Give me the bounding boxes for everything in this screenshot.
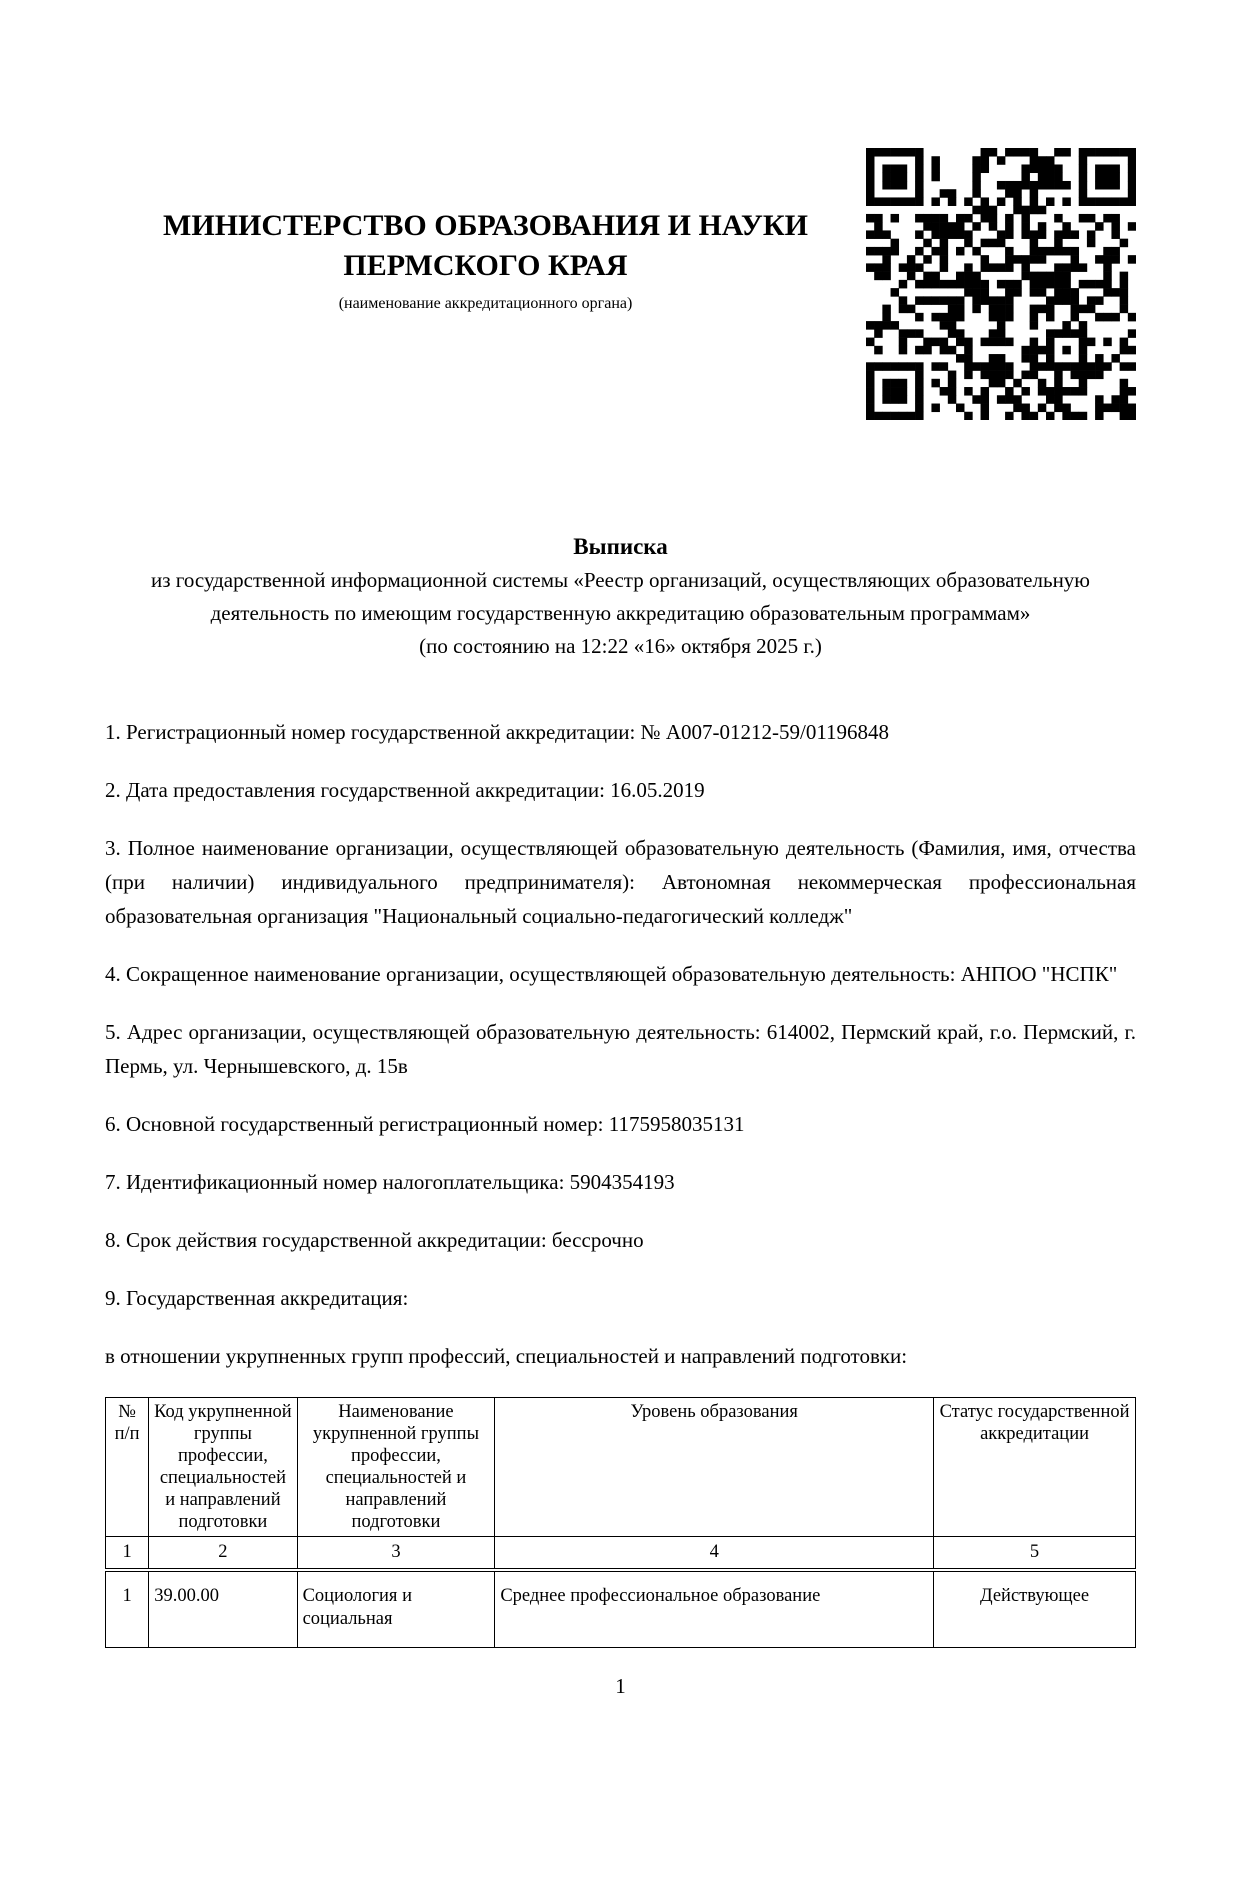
ministry-name-line1: МИНИСТЕРСТВО ОБРАЗОВАНИЯ И НАУКИ	[163, 209, 808, 242]
cell-education-level: Среднее профессиональное образование	[495, 1570, 934, 1648]
item-4-short-name: 4. Сокращенное наименование организации, осуществляющей образовательную деятельность: АНПОО "НСПК"	[105, 962, 1118, 986]
cell-group-name: Социология и социальная	[297, 1570, 495, 1648]
column-index-4: 4	[495, 1537, 934, 1571]
item-9-state-accreditation: 9. Государственная аккредитация:	[105, 1286, 409, 1310]
page-number: 1	[615, 1674, 626, 1698]
col-header-education-level: Уровень образования	[495, 1398, 934, 1537]
item-7-inn: 7. Идентификационный номер налогоплательщика: 5904354193	[105, 1170, 675, 1194]
extract-title: Выписка	[573, 534, 668, 559]
document-header	[105, 148, 1136, 420]
item-2-accreditation-date: 2. Дата предоставления государственной аккредитации: 16.05.2019	[105, 778, 705, 802]
accreditation-body-caption: (наименование аккредитационного органа)	[338, 295, 633, 312]
qr-code	[866, 148, 1136, 420]
column-index-2: 2	[149, 1537, 297, 1571]
col-header-group-code: Код укрупненной группы профессии, специальностей и направлений подготовки	[149, 1398, 297, 1537]
item-3-full-name: 3. Полное наименование организации, осуществляющей образовательную деятельность (Фамилия, имя, отчества (при наличии) индивидуального предпринимателя): Автономная некоммерческая профессиональная образовательная организация "Национальный социально-педагогический колледж"	[105, 836, 1136, 928]
column-index-3: 3	[297, 1537, 495, 1571]
col-header-accreditation-status: Статус государственной аккредитации	[934, 1398, 1136, 1537]
accreditation-table	[105, 1397, 1136, 1648]
extract-as-of-date: (по состоянию на 12:22 «16» октября 2025 г.)	[419, 634, 822, 658]
item-8-validity: 8. Срок действия государственной аккредитации: бессрочно	[105, 1228, 644, 1252]
items-section	[105, 715, 1136, 1373]
cell-accreditation-status: Действующее	[934, 1570, 1136, 1648]
ministry-title-block	[105, 148, 866, 420]
cell-group-code: 39.00.00	[149, 1570, 297, 1648]
item-5-address: 5. Адрес организации, осуществляющей образовательную деятельность: 614002, Пермский край, г.о. Пермский, г. Пермь, ул. Чернышевского, д. 15в	[105, 1020, 1136, 1078]
item-1-registration-number: 1. Регистрационный номер государственной аккредитации: № А007-01212-59/01196848	[105, 720, 890, 744]
ministry-name-line2: ПЕРМСКОГО КРАЯ	[343, 249, 628, 282]
cell-row-number: 1	[106, 1570, 149, 1648]
extract-subtitle: из государственной информационной системы «Реестр организаций, осуществляющих образовательную деятельность по имеющим государственную аккредитацию образовательным программам»	[151, 568, 1090, 625]
item-6-ogrn: 6. Основной государственный регистрационный номер: 1175958035131	[105, 1112, 745, 1136]
col-header-row-number: № п/п	[106, 1398, 149, 1537]
column-index-5: 5	[934, 1537, 1136, 1571]
column-index-1: 1	[106, 1537, 149, 1571]
document-page	[0, 148, 1241, 1699]
col-header-group-name: Наименование укрупненной группы профессии, специальностей и направлений подготовки	[297, 1398, 495, 1537]
table-row	[106, 1570, 1136, 1648]
table-column-index-row	[106, 1537, 1136, 1571]
scope-line: в отношении укрупненных групп профессий, специальностей и направлений подготовки:	[105, 1344, 908, 1368]
table-header-row	[106, 1398, 1136, 1537]
